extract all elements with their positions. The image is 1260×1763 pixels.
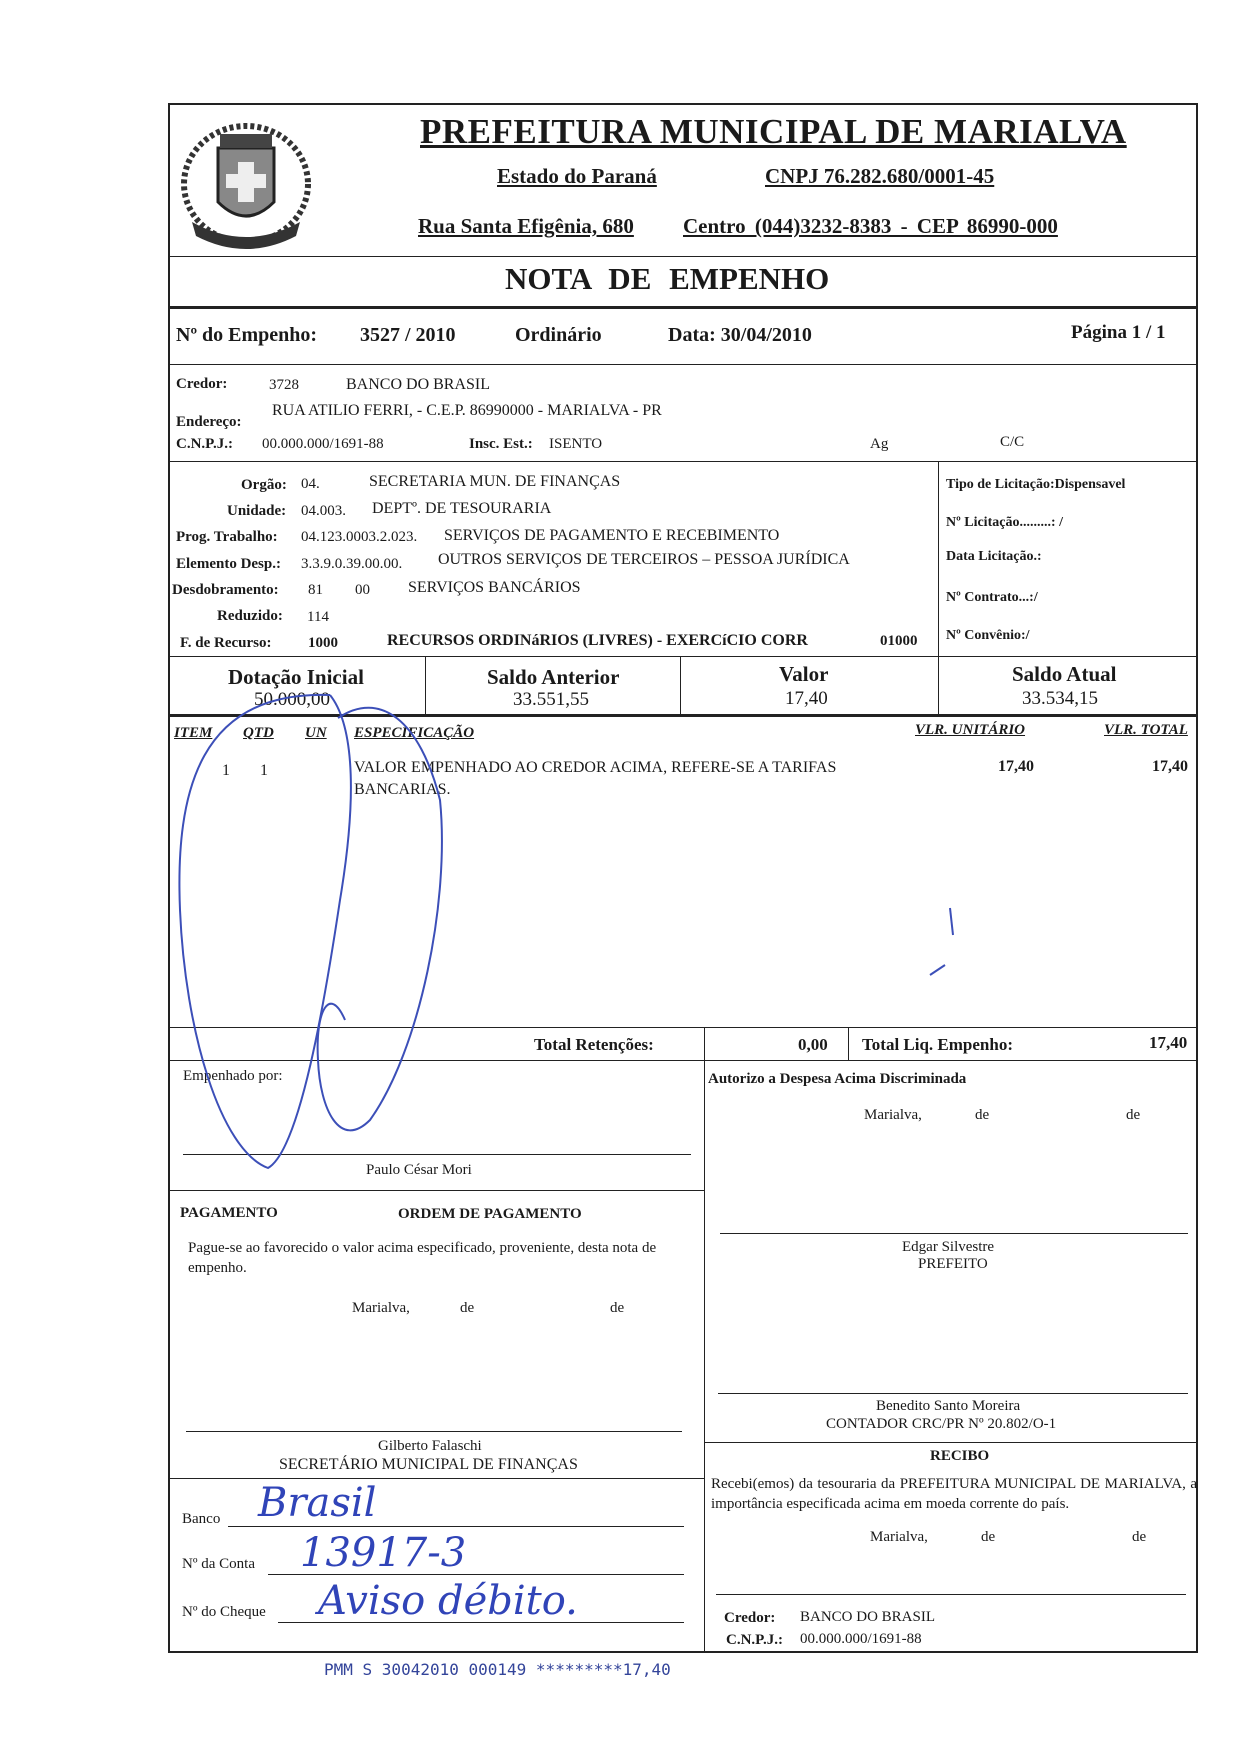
prog-label: Prog. Trabalho: bbox=[176, 529, 278, 545]
fonte-extra: 01000 bbox=[880, 633, 918, 649]
col-header-vlr-total: VLR. TOTAL bbox=[1104, 722, 1188, 738]
credor-label: Credor: bbox=[176, 376, 228, 392]
credor-name: BANCO DO BRASIL bbox=[346, 376, 491, 393]
marialva-city-3: Marialva, bbox=[870, 1529, 928, 1545]
contador-name: Benedito Santo Moreira bbox=[876, 1398, 1021, 1414]
marialva-city-2: Marialva, bbox=[864, 1107, 922, 1123]
col-header-un: UN bbox=[305, 725, 327, 741]
street-label: Rua Santa Efigênia, 680 bbox=[418, 214, 634, 238]
prefeito-name: Edgar Silvestre bbox=[902, 1239, 995, 1255]
orgao-label: Orgão: bbox=[241, 477, 287, 493]
licitacao-tipo: Tipo de Licitação:Dispensavel bbox=[946, 477, 1126, 492]
row-vlr-unitario: 17,40 bbox=[998, 758, 1034, 775]
contador-title: CONTADOR CRC/PR Nº 20.802/O-1 bbox=[826, 1416, 1057, 1432]
cnpj-credor-value: 00.000.000/1691-88 bbox=[262, 436, 384, 452]
saldo-anterior-label: Saldo Anterior bbox=[487, 665, 620, 689]
recibo-title: RECIBO bbox=[930, 1448, 990, 1464]
fonte-label: F. de Recurso: bbox=[180, 635, 272, 651]
fonte-code: 1000 bbox=[308, 635, 338, 651]
recibo-text: Recebi(emos) da tesouraria da PREFEITURA MUNICIPAL DE MARIALVA, a importância especificada acima em moeda corrente do país. bbox=[711, 1476, 1197, 1512]
recibo-cnpj-value: 00.000.000/1691-88 bbox=[800, 1631, 922, 1647]
empenho-number: 3527 / 2010 bbox=[360, 324, 456, 346]
conta-corrente-label: C/C bbox=[1000, 434, 1025, 450]
unidade-label: Unidade: bbox=[227, 503, 287, 519]
conta-handwritten: 13917-3 bbox=[300, 1530, 467, 1576]
empenhado-por-label: Empenhado por: bbox=[183, 1068, 283, 1084]
valor-label: Valor bbox=[779, 662, 829, 686]
col-header-item: ITEM bbox=[174, 725, 213, 741]
saldo-anterior-value: 33.551,55 bbox=[513, 689, 589, 710]
insc-value: ISENTO bbox=[549, 436, 603, 452]
cheque-label: Nº do Cheque bbox=[182, 1604, 266, 1620]
valor-value: 17,40 bbox=[785, 688, 828, 709]
desdobramento-a: 81 bbox=[308, 582, 323, 598]
saldo-atual-label: Saldo Atual bbox=[1012, 662, 1117, 686]
document-title: NOTA DE EMPENHO bbox=[505, 261, 830, 296]
row-description: VALOR EMPENHADO AO CREDOR ACIMA, REFERE-SE A TARIFAS BANCARIAS. bbox=[354, 759, 837, 798]
convenio-number: Nº Convênio:/ bbox=[946, 628, 1030, 643]
pagamento-label: PAGAMENTO bbox=[180, 1205, 278, 1221]
dotacao-label: Dotação Inicial bbox=[228, 665, 364, 689]
saldo-atual-value: 33.534,15 bbox=[1022, 688, 1098, 709]
orgao-code: 04. bbox=[301, 476, 320, 492]
prefeito-title: PREFEITO bbox=[918, 1256, 988, 1272]
date-de-5: de bbox=[981, 1529, 996, 1545]
date-de-4: de bbox=[1126, 1107, 1141, 1123]
empenho-number-label: Nº do Empenho: bbox=[176, 324, 318, 346]
secretario-name: Gilberto Falaschi bbox=[378, 1438, 482, 1454]
desdobramento-label: Desdobramento: bbox=[172, 582, 279, 598]
insc-label: Insc. Est.: bbox=[469, 436, 533, 452]
licitacao-numero: Nº Licitação.........: / bbox=[946, 515, 1063, 530]
date-de-6: de bbox=[1132, 1529, 1147, 1545]
total-retencoes-value: 0,00 bbox=[798, 1035, 828, 1054]
desdobramento-b: 00 bbox=[355, 582, 370, 598]
page-number: Página 1 / 1 bbox=[1071, 322, 1166, 343]
ordem-pagamento-label: ORDEM DE PAGAMENTO bbox=[398, 1206, 582, 1222]
row-qtd: 1 bbox=[260, 762, 268, 779]
unidade-name: DEPTº. DE TESOURARIA bbox=[372, 500, 552, 517]
fonte-name: RECURSOS ORDINáRIOS (LIVRES) - EXERCíCIO CORR bbox=[387, 632, 808, 649]
recibo-credor-name: BANCO DO BRASIL bbox=[800, 1609, 936, 1625]
recibo-credor-label: Credor: bbox=[724, 1610, 776, 1626]
credor-code: 3728 bbox=[269, 377, 299, 393]
empenho-type: Ordinário bbox=[515, 324, 602, 346]
total-liquido-label: Total Liq. Empenho: bbox=[862, 1035, 1013, 1054]
date-de-2: de bbox=[610, 1300, 625, 1316]
total-liquido-value: 17,40 bbox=[1149, 1033, 1188, 1052]
licitacao-data: Data Licitação.: bbox=[946, 549, 1042, 564]
conta-label: Nº da Conta bbox=[182, 1556, 255, 1572]
col-header-vlr-unitario: VLR. UNITÁRIO bbox=[915, 722, 1026, 738]
col-header-especificacao: ESPECIFICAÇÃO bbox=[354, 725, 475, 741]
elemento-label: Elemento Desp.: bbox=[176, 556, 281, 572]
contrato-number: Nº Contrato...:/ bbox=[946, 590, 1038, 605]
agencia-label: Ag bbox=[870, 436, 889, 452]
banco-handwritten: Brasil bbox=[258, 1480, 377, 1526]
col-header-qtd: QTD bbox=[243, 725, 274, 741]
reduzido-value: 114 bbox=[307, 609, 329, 625]
orgao-name: SECRETARIA MUN. DE FINANÇAS bbox=[369, 473, 621, 490]
autorizo-label: Autorizo a Despesa Acima Discriminada bbox=[708, 1071, 967, 1087]
empenho-date: Data: 30/04/2010 bbox=[668, 324, 812, 346]
secretario-title: SECRETÁRIO MUNICIPAL DE FINANÇAS bbox=[279, 1456, 578, 1473]
elemento-code: 3.3.9.0.39.00.00. bbox=[301, 556, 403, 572]
unidade-code: 04.003. bbox=[301, 503, 346, 519]
address-label: Centro (044)3232-8383 - CEP 86990-000 bbox=[683, 214, 1058, 238]
endereco-value: RUA ATILIO FERRI, - C.E.P. 86990000 - MARIALVA - PR bbox=[272, 402, 662, 419]
empenhado-por-name: Paulo César Mori bbox=[366, 1162, 472, 1178]
institution-title: PREFEITURA MUNICIPAL DE MARIALVA bbox=[420, 112, 1127, 151]
prog-code: 04.123.0003.2.023. bbox=[301, 529, 418, 545]
pague-text: Pague-se ao favorecido o valor acima especificado, proveniente, desta nota de empenho. bbox=[188, 1240, 657, 1276]
endereco-label: Endereço: bbox=[176, 414, 242, 430]
date-de-3: de bbox=[975, 1107, 990, 1123]
prog-name: SERVIÇOS DE PAGAMENTO E RECEBIMENTO bbox=[444, 527, 780, 544]
recibo-cnpj-label: C.N.P.J.: bbox=[726, 1632, 783, 1648]
cnpj-label: CNPJ 76.282.680/0001-45 bbox=[765, 164, 995, 188]
cheque-handwritten: Aviso débito. bbox=[318, 1578, 578, 1624]
desdobramento-name: SERVIÇOS BANCÁRIOS bbox=[408, 579, 581, 596]
banco-label: Banco bbox=[182, 1511, 221, 1527]
elemento-name: OUTROS SERVIÇOS DE TERCEIROS – PESSOA JURÍDICA bbox=[438, 551, 850, 568]
row-item: 1 bbox=[222, 762, 230, 779]
dotacao-value: 50.000,00 bbox=[254, 689, 330, 710]
row-vlr-total: 17,40 bbox=[1152, 758, 1188, 775]
reduzido-label: Reduzido: bbox=[217, 608, 283, 624]
machine-stamp: PMM S 30042010 000149 *********17,40 bbox=[324, 1660, 671, 1679]
marialva-city: Marialva, bbox=[352, 1300, 410, 1316]
state-label: Estado do Paraná bbox=[497, 164, 657, 188]
total-retencoes-label: Total Retenções: bbox=[534, 1035, 654, 1054]
cnpj-credor-label: C.N.P.J.: bbox=[176, 436, 233, 452]
date-de-1: de bbox=[460, 1300, 475, 1316]
